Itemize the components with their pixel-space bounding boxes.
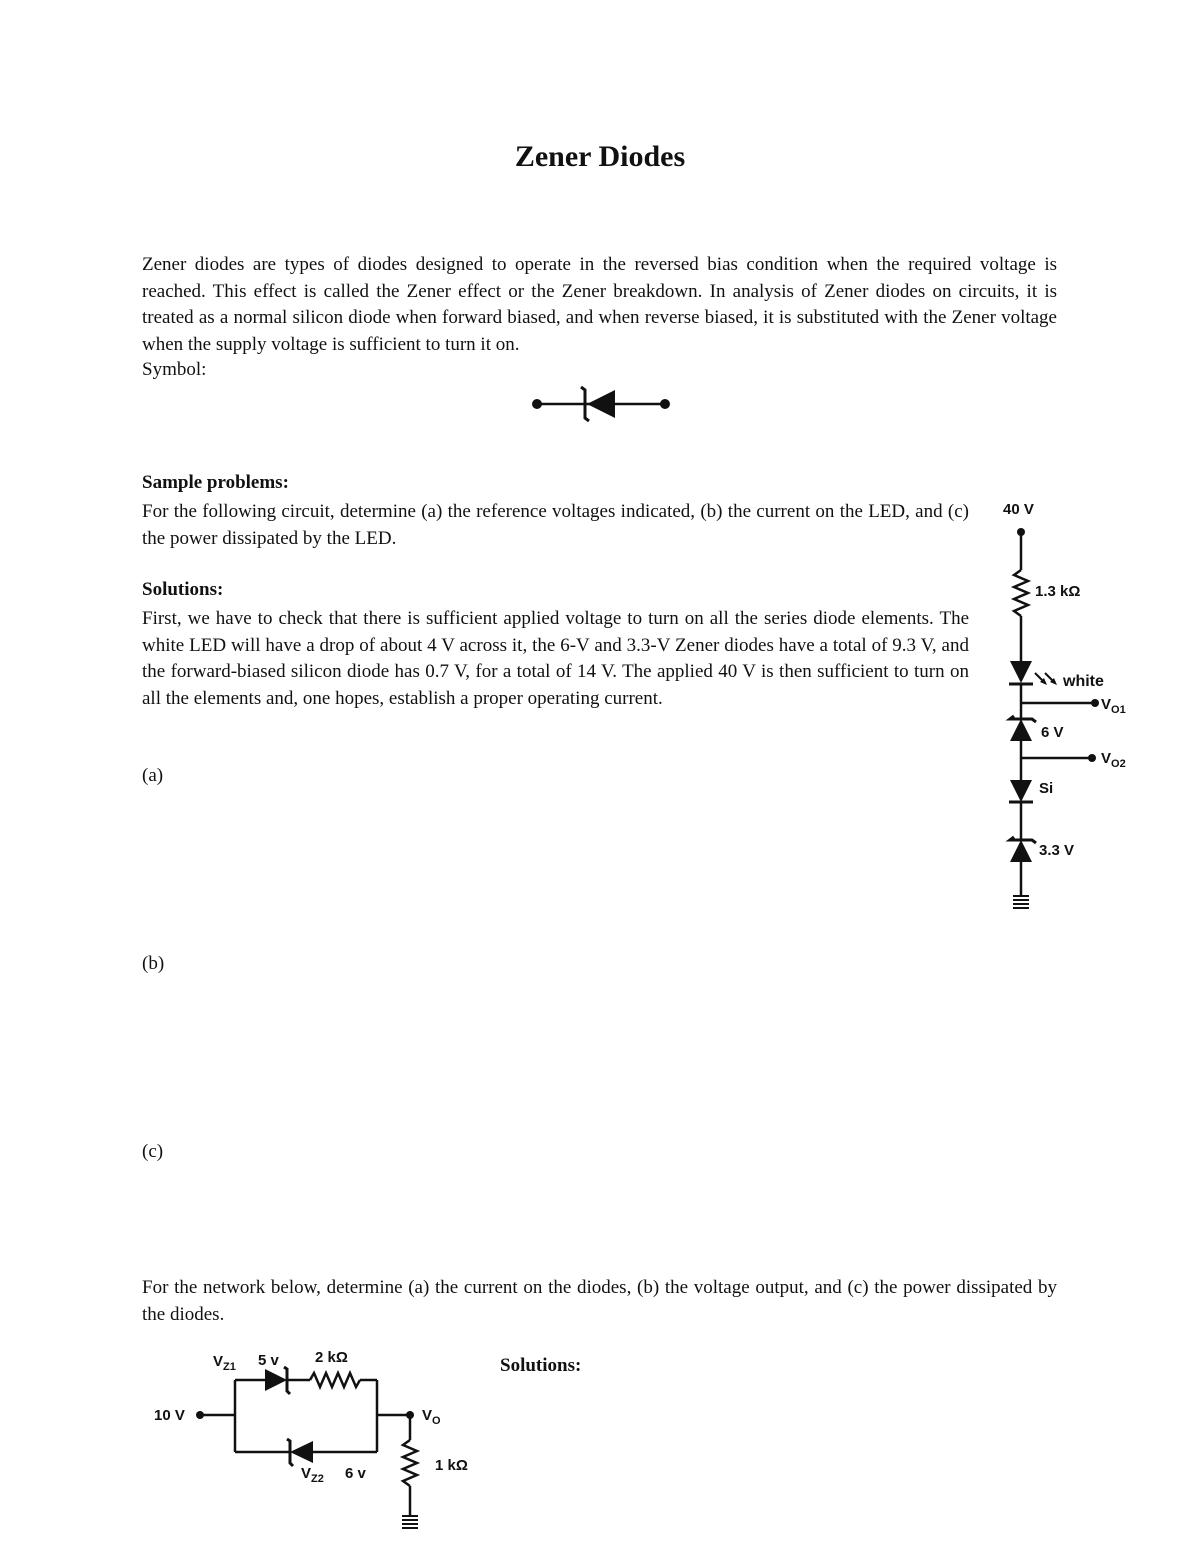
ground-icon <box>402 1516 418 1528</box>
solutions-heading: Solutions: <box>142 579 224 600</box>
supply-voltage-label: 40 V <box>1003 501 1034 518</box>
zener-z1-icon <box>265 1369 287 1391</box>
sample-problems-heading: Sample problems: <box>142 472 289 493</box>
zener-3v3-icon <box>1010 840 1032 862</box>
zener-symbol-icon <box>525 383 675 425</box>
resistor-value-label: 1.3 kΩ <box>1035 583 1081 600</box>
part-a-label: (a) <box>142 765 164 786</box>
ground-icon <box>1013 896 1029 908</box>
solution-1-text: First, we have to check that there is sufficient applied voltage to turn on all the series diode elements. The white LED will have a drop of about 4 V across it, the 6-V and 3.3-V Zener diodes have a total of 9.3 V, and the forward-biased silicon diode has 0.7 V, for a total of 14 V. The applied 40 V is then sufficient to turn on all the elements and, one hopes, establish a proper operating current. <box>142 608 969 709</box>
vo1-label: $V_{O1}$ <box>1101 696 1126 716</box>
led-label: white <box>1063 673 1104 690</box>
problem-1-text: For the following circuit, determine (a) the reference voltages indicated, (b) the current on the LED, and (c) the power dissipated by the LED. <box>142 501 969 549</box>
vz1-label: $V_{Z1}$ <box>213 1353 236 1373</box>
silicon-diode-label: Si <box>1039 780 1054 797</box>
zener-6v-label: 6 V <box>1041 724 1064 741</box>
problem-2-text: For the network below, determine (a) the current on the diodes, (b) the voltage output, and (c) the power dissipated by the diodes. <box>142 1277 1057 1325</box>
vz2-label: $V_{Z2}$ <box>301 1465 324 1485</box>
page-title: Zener Diodes <box>514 140 686 173</box>
vo2-label: $V_{O2}$ <box>1101 750 1126 770</box>
vz2-value-label: 6 v <box>345 1465 366 1482</box>
zener-3v3-label: 3.3 V <box>1039 842 1075 859</box>
parallel-zener-circuit-diagram <box>150 1345 480 1545</box>
resistor-1-3k <box>1014 570 1028 616</box>
solutions-heading-2: Solutions: <box>500 1355 582 1376</box>
resistor-1k <box>403 1440 417 1486</box>
source-voltage-label: 10 V <box>154 1407 185 1424</box>
load-resistor-label: 1 kΩ <box>435 1457 468 1474</box>
silicon-diode-icon <box>1010 780 1032 802</box>
vz1-value-label: 5 v <box>258 1352 279 1369</box>
part-c-label: (c) <box>142 1141 164 1162</box>
vo-label: $V_O$ <box>422 1407 441 1427</box>
zener-6v-icon <box>1010 719 1032 741</box>
white-led-icon <box>1010 661 1032 683</box>
resistor-2k-label: 2 kΩ <box>315 1349 348 1366</box>
resistor-2k <box>310 1373 360 1387</box>
intro-paragraph: Zener diodes are types of diodes designed to operate in the reversed bias condition when the required voltage is reached. This effect is called the Zener effect or the Zener breakdown. In analysis of Zener diodes on circuits, it is treated as a normal silicon diode when forward biased, and when reverse biased, it is substituted with the Zener voltage when the supply voltage is sufficient to turn it on. <box>142 254 1057 355</box>
zener-z2-icon <box>290 1441 313 1463</box>
series-zener-circuit-diagram <box>995 495 1135 915</box>
symbol-label: Symbol: <box>142 359 207 380</box>
part-b-label: (b) <box>142 953 165 974</box>
